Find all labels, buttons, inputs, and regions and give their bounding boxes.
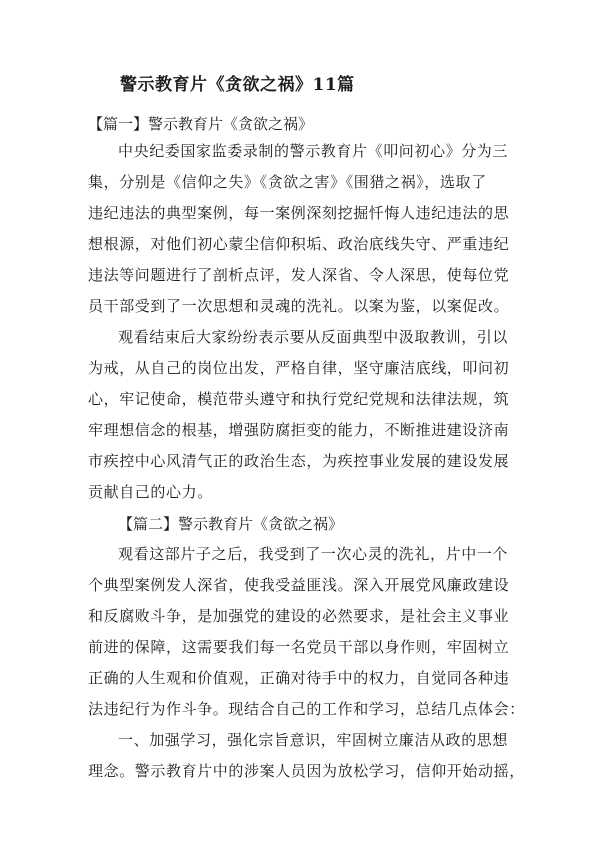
section-1-paragraph-2-line-3: 心，牢记使命，模范带头遵守和执行党纪党规和法律法规，筑 [88,390,510,408]
section-1-paragraph-1-line-1: 中央纪委国家监委录制的警示教育片《叩问初心》分为三 [118,142,509,160]
section-2-paragraph-1-line-6: 法违纪行为作斗争。现结合自己的工作和学习，总结几点体会： [88,700,525,718]
section-2-paragraph-2-line-1: 一、加强学习，强化宗旨意识，牢固树立廉洁从政的思想 [118,731,509,749]
section-1-heading: 【篇一】警示教育片《贪欲之祸》 [88,115,314,133]
section-1-paragraph-1-line-4: 想根源，对他们初心蒙尘信仰积垢、政治底线失守、严重违纪 [88,235,510,253]
section-2-heading: 【篇二】警示教育片《贪欲之祸》 [118,515,344,533]
section-1-paragraph-2-line-2: 为戒，从自己的岗位出发，严格自律，坚守廉洁底线，叩问初 [88,359,510,377]
section-2-paragraph-1-line-2: 个典型案例发人深省，使我受益匪浅。深入开展党风廉政建设 [88,576,510,594]
section-1-paragraph-2-line-5: 市疾控中心风清气正的政治生态，为疾控事业发展的建设发展 [88,452,510,470]
section-2-paragraph-1-line-1: 观看这部片子之后，我受到了一次心灵的洗礼，片中一个 [118,545,509,563]
section-2-paragraph-1-line-3: 和反腐败斗争，是加强党的建设的必然要求，是社会主义事业 [88,607,510,625]
section-1-paragraph-1-line-2: 集，分别是《信仰之失》《贪欲之害》《围猎之祸》，选取了 [88,173,487,191]
section-1-paragraph-2-line-1: 观看结束后大家纷纷表示要从反面典型中汲取教训，引以 [118,328,509,346]
document-title: 警示教育片《贪欲之祸》11篇 [120,75,355,95]
section-1-paragraph-2-line-6: 贡献自己的心力。 [88,483,213,501]
section-2-paragraph-1-line-5: 正确的人生观和价值观，正确对待手中的权力，自觉同各种违 [88,669,510,687]
section-1-paragraph-1-line-3: 违纪违法的典型案例，每一案例深刻挖掘忏悔人违纪违法的思 [88,204,510,222]
section-1-paragraph-1-line-6: 员干部受到了一次思想和灵魂的洗礼。以案为鉴，以案促改。 [88,297,510,315]
section-2-paragraph-1-line-4: 前进的保障，这需要我们每一名党员干部以身作则，牢固树立 [88,638,510,656]
section-1-paragraph-1-line-5: 违法等问题进行了剖析点评，发人深省、令人深思，使每位党 [88,266,510,284]
section-2-paragraph-2-line-2: 理念。警示教育片中的涉案人员因为放松学习，信仰开始动摇， [88,762,525,780]
section-1-paragraph-2-line-4: 牢理想信念的根基，增强防腐拒变的能力，不断推进建设济南 [88,421,510,439]
